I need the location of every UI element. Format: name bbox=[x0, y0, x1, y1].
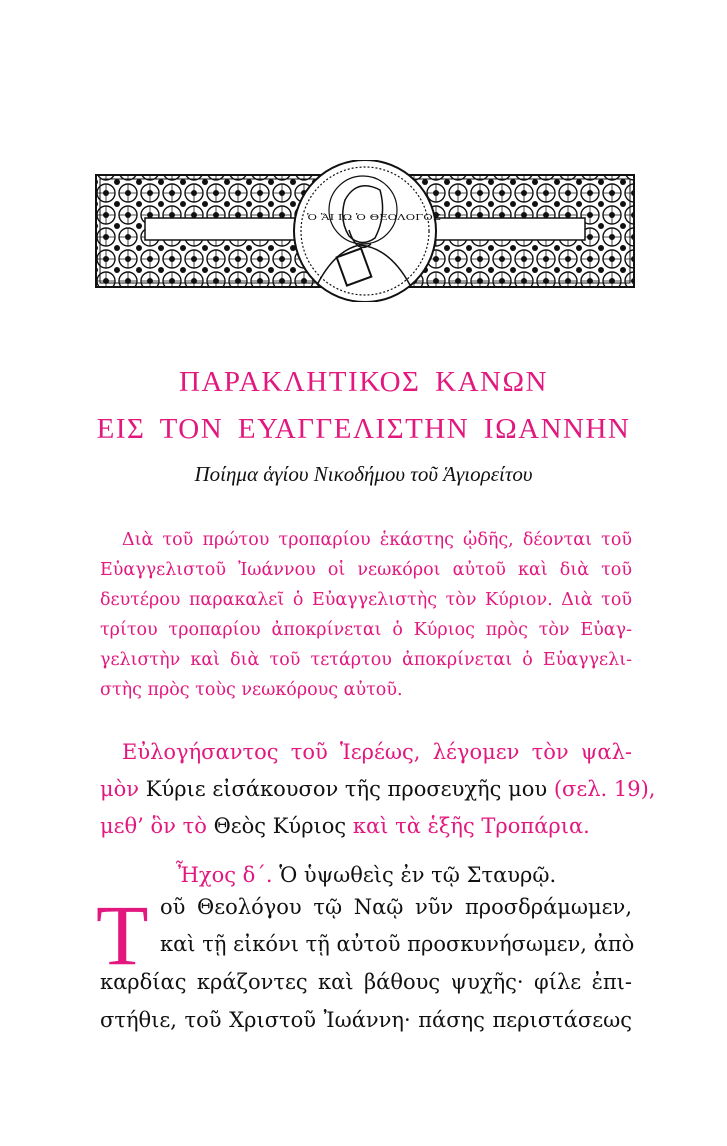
troparion-line: στήθιε, τοῦ Χριστοῦ Ἰωάννη· πάσης περιστάσεως bbox=[100, 1008, 632, 1032]
page-title-line-2: ΕΙΣ ΤΟΝ ΕΥΑΓΓΕΛΙΣΤΗΝ ΙΩΑΝΝΗΝ bbox=[96, 413, 631, 445]
tone-line bbox=[100, 863, 632, 887]
header-ornament-icon bbox=[95, 160, 635, 302]
hymn-title: Θεὸς Κύριος bbox=[213, 814, 347, 838]
rubric-line: στὴς πρὸς τοὺς νεωκόρους αὐτοῦ. bbox=[100, 680, 403, 700]
page-reference: (σελ. 19), bbox=[553, 777, 656, 801]
author-subtitle: Ποίημα ἁγίου Νικοδήμου τοῦ Ἁγιορείτου bbox=[194, 462, 533, 486]
icon-caption: Ὁ ἍΙ ΙΩ Ὁ ΘΕΟΛΟΓΟΣ bbox=[307, 213, 442, 222]
psalm-title: Κύριε εἰσάκουσον τῆς προσευχῆς μου bbox=[145, 777, 548, 801]
rubric-text: μὸν bbox=[100, 777, 140, 801]
page-title-line-1: ΠΑΡΑΚΛΗΤΙΚΟΣ ΚΑΝΩΝ bbox=[179, 366, 548, 398]
instruction-line: Εὐλογήσαντος τοῦ Ἱερέως, λέγομεν τὸν ψαλ- bbox=[122, 740, 632, 764]
instruction-line bbox=[100, 777, 656, 801]
tone-label: Ἦχος δ΄. bbox=[175, 863, 273, 887]
rubric-line: Εὐαγγελιστοῦ Ἰωάννου οἱ νεωκόροι αὐτοῦ καὶ διὰ τοῦ bbox=[100, 560, 632, 580]
instruction-line bbox=[100, 814, 632, 838]
rubric-line: γελιστὴν καὶ διὰ τοῦ τετάρτου ἀποκρίνεται ὁ Εὐαγγελι- bbox=[100, 650, 632, 670]
rubric-line: τρίτου τροπαρίου ἀποκρίνεται ὁ Κύριος πρὸς τὸν Εὐαγ- bbox=[100, 620, 632, 640]
troparion-line: καρδίας κράζοντες καὶ βάθους ψυχῆς· φίλε ἐπι- bbox=[100, 970, 632, 994]
rubric-line: Διὰ τοῦ πρώτου τροπαρίου ἑκάστης ᾠδῆς, δέονται τοῦ bbox=[122, 530, 632, 550]
troparion-line: οῦ Θεολόγου τῷ Ναῷ νῦν προσδράμωμεν, bbox=[160, 895, 632, 919]
rubric-line: δευτέρου παρακαλεῖ ὁ Εὐαγγελιστὴς τὸν Κύριον. Διὰ τοῦ bbox=[100, 590, 632, 610]
rubric-text: μεθ’ ὃν τὸ bbox=[100, 814, 207, 838]
troparion-line: καὶ τῇ εἰκόνι τῇ αὐτοῦ προσκυνήσωμεν, ἀπὸ bbox=[160, 932, 635, 956]
tone-melody: Ὁ ὑψωθεὶς ἐν τῷ Σταυρῷ. bbox=[279, 863, 557, 887]
drop-cap: Τ bbox=[96, 887, 149, 983]
rubric-text: καὶ τὰ ἑξῆς Τροπάρια. bbox=[352, 814, 590, 838]
